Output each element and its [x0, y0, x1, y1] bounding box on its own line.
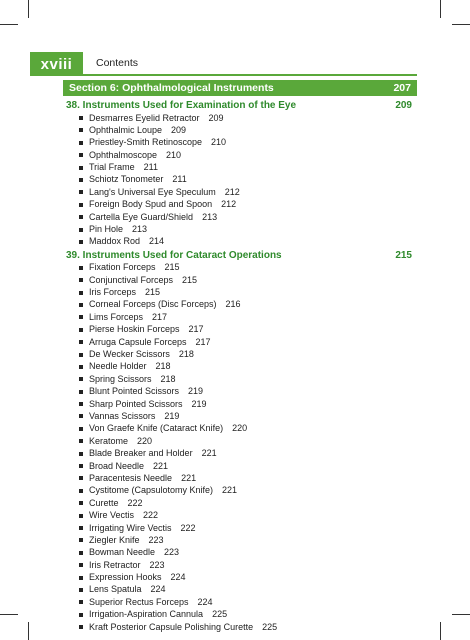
- chapter-heading[interactable]: [66, 249, 417, 262]
- square-bullet-icon: [79, 315, 83, 319]
- square-bullet-icon: [79, 215, 83, 219]
- toc-entry[interactable]: [66, 410, 417, 422]
- running-header-title: Contents: [96, 57, 139, 69]
- section-heading[interactable]: [63, 80, 417, 96]
- toc-entry-label: Maddox Rod: [89, 236, 141, 247]
- toc-entry-label: Conjunctival Forceps: [89, 274, 174, 285]
- toc-entry-page: 216: [225, 299, 241, 310]
- square-bullet-icon: [79, 563, 83, 567]
- toc-entry-label: Lims Forceps: [89, 311, 144, 322]
- toc-entry[interactable]: [66, 546, 417, 558]
- square-bullet-icon: [79, 178, 83, 182]
- chapter-title: 38. Instruments Used for Examination of the Eye: [66, 99, 297, 111]
- toc-entry-page: 210: [211, 137, 227, 148]
- crop-mark: [0, 614, 18, 615]
- toc-entry-label: Broad Needle: [89, 460, 145, 471]
- toc-entry-label: Spring Scissors: [89, 373, 152, 384]
- toc-entry[interactable]: [66, 559, 417, 571]
- toc-entry-label: Von Graefe Knife (Cataract Knife): [89, 423, 224, 434]
- square-bullet-icon: [79, 600, 83, 604]
- square-bullet-icon: [79, 278, 83, 282]
- toc-entry[interactable]: [66, 472, 417, 484]
- toc-entry[interactable]: [66, 173, 417, 185]
- toc-entry-page: 217: [195, 336, 211, 347]
- toc-entry-label: Wire Vectis: [89, 510, 135, 521]
- toc-entry-page: 212: [224, 186, 240, 197]
- toc-entry-label: Keratome: [89, 435, 129, 446]
- toc-entry-page: 217: [152, 311, 168, 322]
- toc-entry-page: 224: [170, 572, 186, 583]
- square-bullet-icon: [79, 576, 83, 580]
- toc-entry-page: 210: [166, 149, 182, 160]
- crop-mark: [440, 0, 441, 18]
- toc-entry-label: Kraft Posterior Capsule Polishing Curette: [89, 621, 254, 632]
- square-bullet-icon: [79, 464, 83, 468]
- toc-entry-page: 224: [197, 596, 213, 607]
- toc-entry-page: 222: [143, 510, 159, 521]
- toc-entry-page: 218: [155, 361, 171, 372]
- toc-entry-page: 223: [164, 547, 180, 558]
- toc-entry-label: Blade Breaker and Holder: [89, 448, 193, 459]
- toc-entry-page: 218: [178, 349, 194, 360]
- toc-entry[interactable]: [66, 583, 417, 595]
- toc-entry-label: Ophthalmic Loupe: [89, 124, 163, 135]
- toc-entry-page: 219: [188, 386, 204, 397]
- toc-entry[interactable]: [66, 571, 417, 583]
- toc-entry[interactable]: [66, 235, 417, 247]
- square-bullet-icon: [79, 588, 83, 592]
- toc-entry[interactable]: [66, 274, 417, 286]
- toc-entry-page: 219: [164, 410, 180, 421]
- toc-entry[interactable]: [66, 261, 417, 273]
- square-bullet-icon: [79, 452, 83, 456]
- chapter-page: 209: [395, 99, 412, 111]
- toc-entry[interactable]: [66, 360, 417, 372]
- square-bullet-icon: [79, 414, 83, 418]
- square-bullet-icon: [79, 514, 83, 518]
- toc-entry-label: Expression Hooks: [89, 572, 162, 583]
- toc-entry-label: Cartella Eye Guard/Shield: [89, 211, 194, 222]
- crop-mark: [28, 0, 29, 18]
- page-number: xviii: [30, 52, 83, 76]
- toc-entry-label: Schiotz Tonometer: [89, 174, 164, 185]
- toc-entry[interactable]: [66, 198, 417, 210]
- crop-mark: [440, 622, 441, 640]
- toc-entry-label: Lens Spatula: [89, 584, 142, 595]
- square-bullet-icon: [79, 551, 83, 555]
- square-bullet-icon: [79, 501, 83, 505]
- toc-entry-page: 219: [191, 398, 207, 409]
- toc-entry-page: 225: [212, 609, 228, 620]
- toc-entry[interactable]: [66, 336, 417, 348]
- toc-entry-page: 222: [127, 497, 143, 508]
- chapter-heading[interactable]: [66, 99, 417, 112]
- toc-entry-label: Pierse Hoskin Forceps: [89, 324, 180, 335]
- toc-entry-label: Ziegler Knife: [89, 534, 140, 545]
- square-bullet-icon: [79, 228, 83, 232]
- toc-entry[interactable]: [66, 223, 417, 235]
- square-bullet-icon: [79, 153, 83, 157]
- toc-entry[interactable]: [66, 161, 417, 173]
- square-bullet-icon: [79, 526, 83, 530]
- toc-entry[interactable]: [66, 311, 417, 323]
- crop-mark: [28, 622, 29, 640]
- toc-entry-label: Arruga Capsule Forceps: [89, 336, 187, 347]
- square-bullet-icon: [79, 402, 83, 406]
- square-bullet-icon: [79, 203, 83, 207]
- square-bullet-icon: [79, 390, 83, 394]
- toc-entry-page: 225: [262, 621, 278, 632]
- square-bullet-icon: [79, 116, 83, 120]
- toc-entry[interactable]: [66, 112, 417, 124]
- toc-entry[interactable]: [66, 484, 417, 496]
- toc-entry[interactable]: [66, 286, 417, 298]
- toc-entry-page: 221: [153, 460, 169, 471]
- square-bullet-icon: [79, 489, 83, 493]
- toc-entry[interactable]: [66, 186, 417, 198]
- toc-entry-page: 223: [148, 534, 164, 545]
- square-bullet-icon: [79, 476, 83, 480]
- toc-entry-page: 221: [201, 448, 217, 459]
- toc-entry-label: Iris Forceps: [89, 287, 137, 298]
- toc-entry[interactable]: [66, 124, 417, 136]
- crop-mark: [452, 614, 470, 615]
- toc-entry-label: Corneal Forceps (Disc Forceps): [89, 299, 217, 310]
- square-bullet-icon: [79, 328, 83, 332]
- toc-entry[interactable]: [66, 596, 417, 608]
- toc-entry[interactable]: [66, 422, 417, 434]
- square-bullet-icon: [79, 365, 83, 369]
- toc-entry-label: Bowman Needle: [89, 547, 156, 558]
- toc-entry-label: Irrigation-Aspiration Cannula: [89, 609, 204, 620]
- toc-entry[interactable]: [66, 460, 417, 472]
- square-bullet-icon: [79, 340, 83, 344]
- toc-entry-label: Paracentesis Needle: [89, 472, 173, 483]
- toc-entry[interactable]: [66, 348, 417, 360]
- toc-entry-label: Blunt Pointed Scissors: [89, 386, 180, 397]
- toc-entry-page: 211: [143, 162, 159, 173]
- toc-entry[interactable]: [66, 298, 417, 310]
- chapter-page: 215: [395, 249, 412, 261]
- toc-entry[interactable]: [66, 608, 417, 620]
- square-bullet-icon: [79, 266, 83, 270]
- toc-entry-label: Ophthalmoscope: [89, 149, 158, 160]
- square-bullet-icon: [79, 427, 83, 431]
- square-bullet-icon: [79, 353, 83, 357]
- toc-entry[interactable]: [66, 509, 417, 521]
- toc-entry-page: 215: [164, 262, 180, 273]
- square-bullet-icon: [79, 291, 83, 295]
- square-bullet-icon: [79, 613, 83, 617]
- square-bullet-icon: [79, 625, 83, 629]
- toc-entry-page: 223: [149, 559, 165, 570]
- header-rule: [30, 74, 417, 76]
- toc-entry-label: De Wecker Scissors: [89, 349, 170, 360]
- toc-entry-label: Lang's Universal Eye Speculum: [89, 186, 216, 197]
- toc-entry[interactable]: [66, 373, 417, 385]
- toc-entry[interactable]: [66, 398, 417, 410]
- toc-entry-page: 221: [181, 472, 197, 483]
- table-of-contents: [66, 98, 417, 633]
- toc-entry-label: Curette: [89, 497, 119, 508]
- square-bullet-icon: [79, 538, 83, 542]
- toc-entry[interactable]: [66, 497, 417, 509]
- toc-entry-page: 220: [232, 423, 248, 434]
- toc-entry-label: Pin Hole: [89, 224, 124, 235]
- square-bullet-icon: [79, 377, 83, 381]
- toc-entry-page: 214: [149, 236, 165, 247]
- toc-entry-label: Needle Holder: [89, 361, 147, 372]
- toc-entry-page: 215: [145, 287, 161, 298]
- square-bullet-icon: [79, 166, 83, 170]
- toc-entry-label: Sharp Pointed Scissors: [89, 398, 183, 409]
- toc-entry[interactable]: [66, 211, 417, 223]
- square-bullet-icon: [79, 128, 83, 132]
- toc-entry[interactable]: [66, 447, 417, 459]
- toc-entry[interactable]: [66, 385, 417, 397]
- crop-mark: [0, 24, 18, 25]
- toc-entry-page: 213: [202, 211, 218, 222]
- square-bullet-icon: [79, 439, 83, 443]
- toc-entry-label: Trial Frame: [89, 162, 135, 173]
- toc-entry-label: Superior Rectus Forceps: [89, 596, 189, 607]
- toc-entry-label: Desmarres Eyelid Retractor: [89, 112, 200, 123]
- square-bullet-icon: [79, 303, 83, 307]
- crop-mark: [452, 24, 470, 25]
- toc-entry-page: 221: [222, 485, 238, 496]
- toc-entry-label: Cystitome (Capsulotomy Knife): [89, 485, 214, 496]
- chapter-title: 39. Instruments Used for Cataract Operations: [66, 249, 282, 261]
- toc-entry-page: 209: [171, 124, 187, 135]
- square-bullet-icon: [79, 190, 83, 194]
- toc-entry-page: 209: [208, 112, 224, 123]
- toc-entry-label: Fixation Forceps: [89, 262, 156, 273]
- section-title: Section 6: Ophthalmological Instruments: [69, 82, 274, 94]
- toc-entry[interactable]: [66, 136, 417, 148]
- toc-entry-page: 211: [172, 174, 187, 185]
- square-bullet-icon: [79, 141, 83, 145]
- toc-entry-label: Priestley-Smith Retinoscope: [89, 137, 203, 148]
- toc-entry[interactable]: [66, 435, 417, 447]
- toc-entry-page: 218: [160, 373, 176, 384]
- toc-entry[interactable]: [66, 149, 417, 161]
- square-bullet-icon: [79, 240, 83, 244]
- toc-entry-label: Iris Retractor: [89, 559, 141, 570]
- toc-entry[interactable]: [66, 323, 417, 335]
- toc-entry[interactable]: [66, 534, 417, 546]
- toc-entry-page: 220: [137, 435, 153, 446]
- toc-entry-page: 215: [182, 274, 198, 285]
- toc-entry-page: 212: [221, 199, 237, 210]
- toc-entry-page: 224: [150, 584, 166, 595]
- toc-entry-label: Irrigating Wire Vectis: [89, 522, 172, 533]
- toc-entry-label: Foreign Body Spud and Spoon: [89, 199, 213, 210]
- section-page: 207: [393, 82, 411, 94]
- toc-entry-label: Vannas Scissors: [89, 410, 156, 421]
- toc-entry[interactable]: [66, 621, 417, 633]
- toc-entry[interactable]: [66, 522, 417, 534]
- toc-entry-page: 213: [132, 224, 148, 235]
- toc-entry-page: 222: [180, 522, 196, 533]
- toc-entry-page: 217: [188, 324, 204, 335]
